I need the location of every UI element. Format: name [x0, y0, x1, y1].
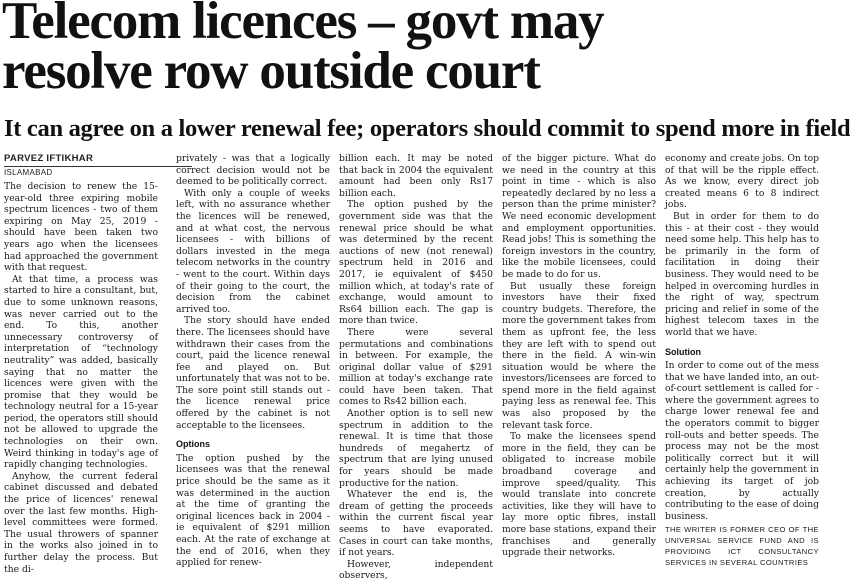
section-heading-options: Options	[176, 439, 210, 450]
byline: PARVEZ IFTIKHAR	[4, 153, 94, 164]
headline-line-1: Telecom licences – govt may	[2, 0, 604, 50]
paragraph: But in order for them to do this - at their cost - they would need some help. This help has to be primarily in the form of facilitation in doing their business. They would need to be helped in overcoming hurdles in the right of way, spectrum pricing and relief in some of the highest telecom taxes in the world that we have.	[665, 210, 819, 338]
paragraph: The story should have ended there. The licensees should have withdrawn their cases from the court, paid the licence renewal fee and played on. But unfortunately that was not to be. The sore point still stands out - the licence renewal price offered by the cabinet is not acceptable to the licensees.	[176, 315, 330, 431]
paragraph: economy and create jobs. On top of that will be the ripple effect. As we know, every direct job created means 6 to 8 indirect jobs.	[665, 153, 819, 211]
headline	[2, 0, 823, 100]
paragraph: billion each. It may be noted that back in 2004 the equivalent amount had been only Rs17 billion each.	[339, 153, 493, 199]
byline-rule	[4, 166, 192, 167]
section-heading-solution: Solution	[665, 346, 701, 357]
paragraph: Another option is to sell new spectrum in addition to the renewal. It is time that those hundreds of megahertz of spectrum that are lying unused for years should be made productive for the nation.	[339, 408, 493, 489]
paragraph: Whatever the end is, the dream of getting the proceeds within the current fiscal year seems to have evaporated. Cases in court can take months, if not years.	[339, 489, 493, 559]
paragraph: The option pushed by the licensees was that the renewal price should be the same as it was determined in the auction at the time of granting the original licences back in 2004 - ie equivalent of $291 million each. At the rate of exchange at the end of 2016, when they applied for renew-	[176, 452, 330, 569]
paragraph: The decision to renew the 15-year-old three expiring mobile spectrum licences - two of them expiring on May 25, 2019 - should have been taken two years ago when the licensees had approached the government with that request.	[4, 181, 158, 274]
article-column-5	[665, 153, 819, 568]
deck-subheadline: It can agree on a lower renewal fee; operators should commit to spend more in field	[4, 115, 850, 142]
paragraph: of the bigger picture. What do we need in the country at this point in time - which is also repeatedly declared by no less a person than the prime minister? We need economic development and employment opportunities. Read jobs! This is something the foreign investors in the country, like the mobile licensees, could be made to do for us.	[502, 153, 656, 280]
article-column-4	[502, 153, 656, 559]
paragraph: To make the licensees spend more in the field, they can be obligated to increase mobile broadband coverage and improve speed/quality. This would translate into concrete activities, like they will have to lay more optic fibres, install more base stations, expand their franchises and generally upgrade their networks.	[502, 431, 656, 559]
paragraph: privately - was that a logically correct decision would not be deemed to be politically correct.	[176, 153, 330, 188]
paragraph: Anyhow, the current federal cabinet discussed and debated the price of licences' renewal over the last few months. High-level committees were formed. The usual throwers of spanner in the works also joined in to further delay the process. But the di-	[4, 470, 158, 575]
author-footnote: THE WRITER IS FORMER CEO OF THE UNIVERSAL SERVICE FUND AND IS PROVIDING ICT CONSULTANCY SERVICES IN SEVERAL COUNTRIES	[665, 525, 819, 568]
dateline: ISLAMABAD	[4, 168, 53, 177]
article-column-1	[4, 181, 158, 575]
paragraph: But usually these foreign investors have their fixed country budgets. Therefore, the more the government takes from them as upfront fee, the less they are left with to spend out there in the field. A win-win situation would be where the investors/licensees are forced to spend more in the field against paying less as renewal fee. This was also proposed by the relevant task force.	[502, 280, 656, 431]
paragraph: With only a couple of weeks left, with no assurance whether the licences will be renewed, and at what cost, the nervous licensees - with billions of dollars invested in the mega telecom networks in the country - went to the court. Within days of their going to the court, the decision from the cabinet arrived too.	[176, 187, 330, 315]
paragraph: There were several permutations and combinations in between. For example, the original dollar value of $291 million at today's exchange rate could have been taken. That comes to Rs42 billion each.	[339, 326, 493, 408]
paragraph: At that time, a process was started to hire a consultant, but, due to some unknown reasons, was never carried out to the end. To this, another unnecessary controversy of interpretation of “technology neutrality” was added, basically saying that no matter the licences were given with the promise that they would be technology neutral for a 15-year period, the operators still should not be allowed to upgrade the technologies on their own. Weird thinking in today's age of rapidly changing technologies.	[4, 273, 158, 471]
paragraph: However, independent observers,	[339, 558, 493, 582]
paragraph: In order to come out of the mess that we have landed into, an out-of-court settlement is called for - where the government agrees to charge lower renewal fee and the operators commit to bigger roll-outs and better speeds. The process may not be the most politically correct but it will certainly help the government in achieving its target of job creation, by actually contributing to the ease of doing business.	[665, 360, 819, 522]
article-column-2	[176, 153, 330, 569]
article-column-3	[339, 153, 493, 582]
paragraph: The option pushed by the government side was that the renewal price should be what was determined by the recent auctions of new (not renewal) spectrum held in 2016 and 2017, ie equivalent of $450 million which, at today's rate of exchange, would amount to Rs64 billion each. The gap is more than twice.	[339, 199, 493, 327]
headline-line-2: resolve row outside court	[2, 42, 540, 100]
